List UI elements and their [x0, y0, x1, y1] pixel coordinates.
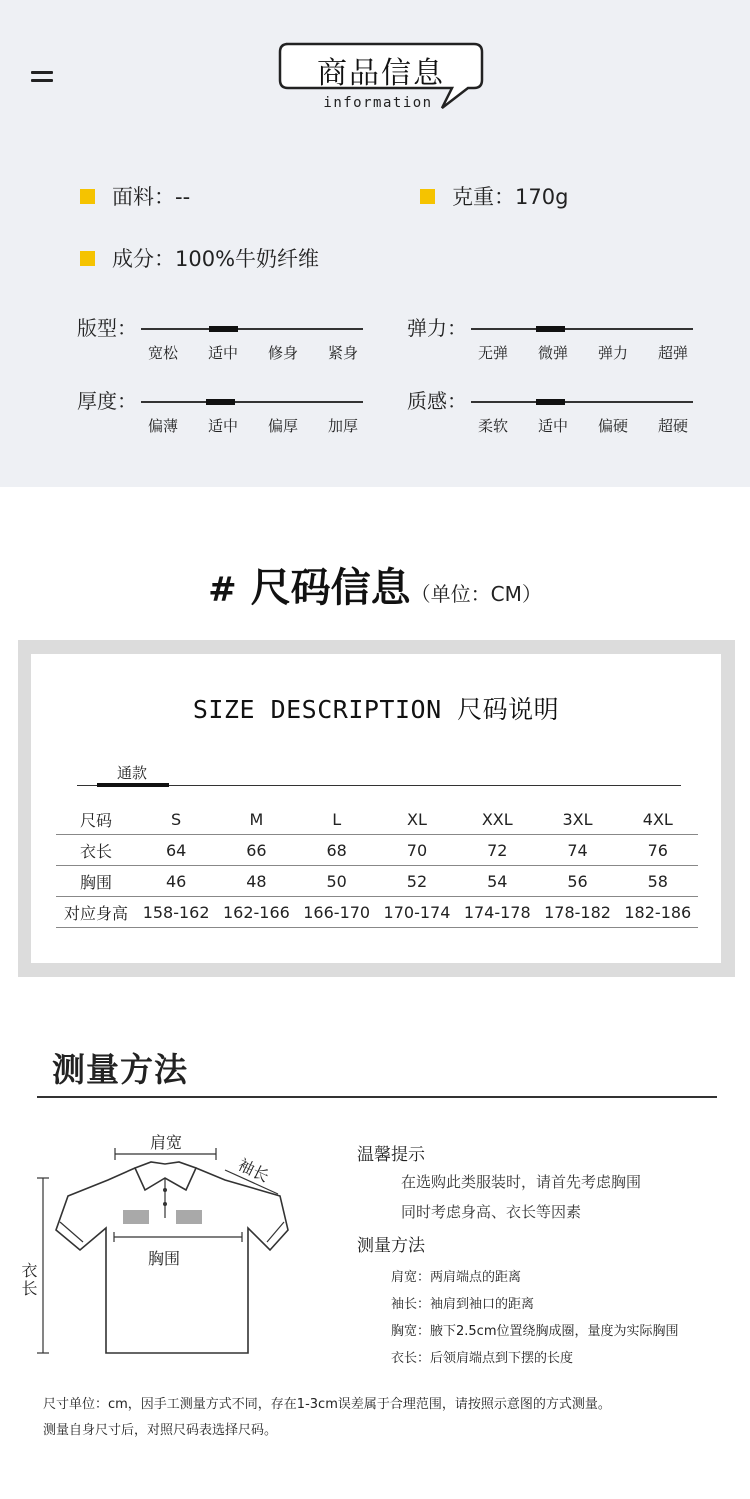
table-cell: 66: [246, 840, 267, 860]
table-header-cell: XL: [407, 809, 427, 829]
shirt-button: [163, 1202, 167, 1206]
yellow-square-icon: [420, 189, 435, 204]
tip-line: 同时考虑身高、衣长等因素: [401, 1203, 582, 1221]
label-sleeve: 袖长: [235, 1154, 273, 1186]
definition-line: 肩宽：两肩端点的距离: [391, 1270, 522, 1285]
scale-elasticity: [407, 312, 707, 382]
tips-title: 温馨提示: [357, 1145, 425, 1165]
footnote: 尺寸单位：cm，因手工测量方式不同，存在1-3cm误差属于合理范围，请按照示意图的方式测量。: [43, 1397, 611, 1412]
scale-option: 宽松: [147, 344, 178, 362]
scale-option: 紧身: [327, 344, 358, 362]
table-cell: 54: [487, 871, 508, 891]
scale-fit: [77, 312, 377, 382]
footnote: 测量自身尺寸后，对照尺码表选择尺码。: [43, 1423, 278, 1438]
measure-divider: [37, 1096, 717, 1098]
size-heading: [0, 556, 750, 613]
scale-selected-marker: [209, 326, 238, 332]
table-cell: 56: [567, 871, 588, 891]
label-chest: 胸围: [148, 1249, 181, 1268]
scale-option: 柔软: [477, 417, 508, 435]
table-row-label: 衣长: [79, 841, 112, 861]
tab-general[interactable]: 通款: [117, 764, 148, 782]
scale-selected-marker: [536, 326, 565, 332]
scale-line: [141, 328, 363, 330]
spec-weight-text: 克重：170g: [452, 185, 569, 209]
info-title: 商品信息: [317, 56, 445, 91]
definition-line: 胸宽：腋下2.5cm位置绕胸成圈，量度为实际胸围: [391, 1324, 679, 1339]
table-row: [56, 866, 698, 897]
method-title: 测量方法: [357, 1236, 425, 1256]
info-speech-bubble: [278, 42, 484, 118]
scale-label: 厚度：: [77, 389, 137, 413]
size-heading-text: 尺码信息: [250, 565, 411, 611]
scale-option: 超硬: [657, 417, 688, 435]
table-cell: 46: [165, 871, 187, 891]
table-header-cell: 3XL: [562, 809, 593, 829]
scale-option: 适中: [207, 417, 238, 435]
scale-label: 版型：: [77, 316, 137, 340]
scale-label: 质感：: [407, 389, 467, 413]
scale-option: 偏硬: [597, 417, 628, 435]
spec-composition: [80, 243, 319, 273]
table-cell: 68: [326, 840, 347, 860]
table-row-label: 胸围: [79, 872, 112, 892]
table-header-cell: M: [249, 809, 264, 829]
size-chart-title: SIZE DESCRIPTION 尺码说明: [192, 695, 560, 724]
scale-label: 弹力：: [407, 316, 467, 340]
label-shoulder: 肩宽: [150, 1133, 183, 1152]
scale-option: 偏薄: [147, 417, 178, 435]
spec-fabric: [80, 181, 190, 211]
table-cell: 74: [567, 840, 588, 860]
scale-line: [141, 401, 363, 403]
scale-texture: [407, 385, 707, 455]
scale-line: [471, 401, 693, 403]
table-header-cell: 4XL: [642, 809, 673, 829]
table-cell: 162-166: [222, 902, 290, 922]
table-row: [56, 897, 698, 928]
table-cell: 48: [246, 871, 267, 891]
measure-title: 测量方法: [52, 1050, 188, 1089]
table-header-cell: 尺码: [79, 810, 112, 830]
scale-selected-marker: [206, 399, 235, 405]
scale-option: 微弹: [537, 344, 568, 362]
tab-active-indicator: [97, 783, 169, 787]
scale-thickness: [77, 385, 377, 455]
shirt-patch: [123, 1210, 149, 1224]
table-cell: 50: [326, 871, 347, 891]
definition-line: 袖长：袖肩到袖口的距离: [391, 1297, 535, 1312]
table-cell: 72: [487, 840, 508, 860]
table-cell: 158-162: [142, 902, 210, 922]
yellow-square-icon: [80, 189, 95, 204]
table-cell: 70: [406, 840, 428, 860]
table-cell: 64: [165, 840, 187, 860]
info-subtitle: information: [323, 95, 433, 111]
scale-selected-marker: [536, 399, 565, 405]
table-cell: 166-170: [303, 902, 371, 922]
table-header-row: [56, 804, 698, 835]
table-cell: 170-174: [383, 902, 451, 922]
scale-option: 适中: [207, 344, 238, 362]
label-length: 衣长: [19, 1262, 38, 1298]
scale-option: 适中: [537, 417, 568, 435]
table-row-label: 对应身高: [63, 903, 128, 923]
table-header-cell: XXL: [481, 809, 513, 829]
scale-option: 无弹: [477, 344, 508, 362]
table-cell: 58: [647, 871, 668, 891]
table-cell: 178-182: [544, 902, 611, 922]
size-chart-card: [31, 654, 721, 963]
hash-mark: #: [208, 570, 237, 610]
scale-option: 弹力: [597, 344, 628, 362]
tip-line: 在选购此类服装时，请首先考虑胸围: [401, 1173, 642, 1191]
size-chart-frame: [18, 640, 735, 977]
scale-option: 加厚: [327, 417, 358, 435]
definition-line: 衣长：后领肩端点到下摆的长度: [391, 1351, 574, 1366]
table-cell: 174-178: [463, 902, 531, 922]
scale-line: [471, 328, 693, 330]
shirt-patch: [176, 1210, 202, 1224]
spec-composition-text: 成分：100%牛奶纤维: [112, 247, 320, 271]
yellow-square-icon: [80, 251, 95, 266]
table-row: [56, 835, 698, 866]
size-table: [56, 804, 698, 928]
table-cell: 182-186: [624, 902, 692, 922]
scale-option: 修身: [267, 344, 298, 362]
spec-weight: [420, 181, 568, 211]
size-unit: （单位：CM）: [410, 582, 542, 606]
shirt-button: [163, 1188, 167, 1192]
table-header-cell: S: [171, 809, 182, 829]
product-info-section: [0, 0, 750, 487]
scale-option: 偏厚: [267, 417, 298, 435]
table-header-cell: L: [332, 809, 342, 829]
spec-fabric-text: 面料：--: [112, 185, 191, 209]
table-cell: 76: [647, 840, 668, 860]
menu-icon[interactable]: [31, 71, 53, 87]
table-cell: 52: [406, 871, 428, 891]
scale-option: 超弹: [657, 344, 688, 362]
